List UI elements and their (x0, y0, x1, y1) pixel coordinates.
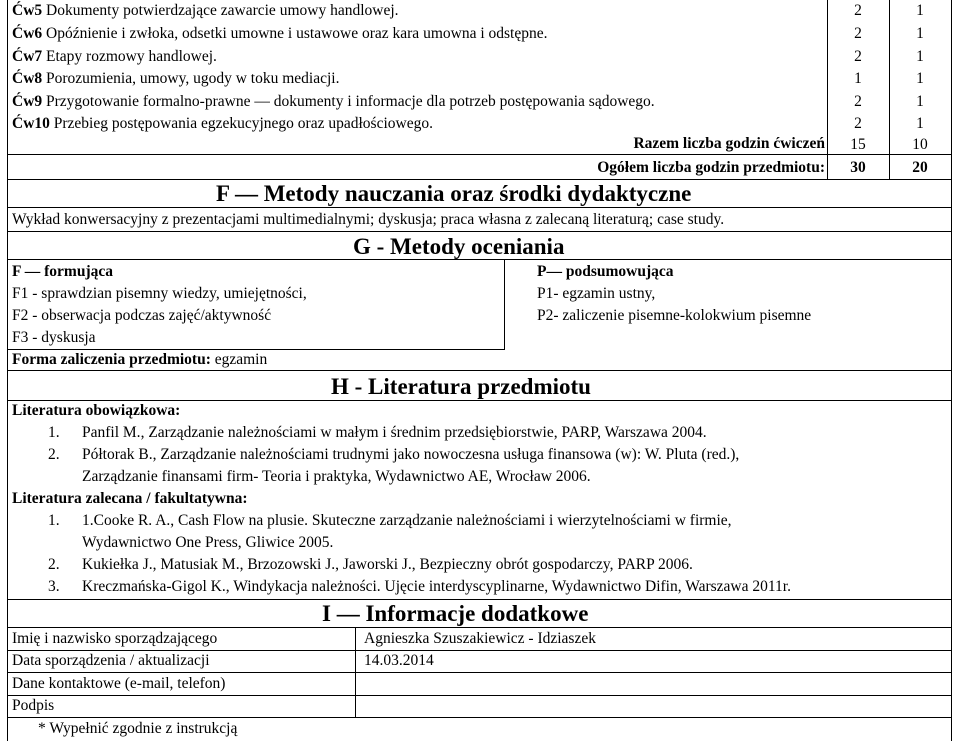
overall-total-label: Ogółem liczba godzin przedmiotu: (597, 159, 825, 176)
overall-total-full: 30 (850, 159, 866, 176)
formative-item: F2 - obserwacja podczas zajęć/aktywność (12, 307, 272, 324)
exercises-total-label: Razem liczba godzin ćwiczeń (633, 135, 825, 152)
literature-item-continuation: Wydawnictwo One Press, Gliwice 2005. (82, 534, 334, 551)
info-label: Dane kontaktowe (e-mail, telefon) (12, 675, 226, 692)
exercise-row: Ćw5 Dokumenty potwierdzające zawarcie umowy handlowej. (12, 2, 399, 19)
required-literature-heading: Literatura obowiązkowa: (12, 402, 181, 419)
overall-total-part: 20 (912, 159, 928, 176)
hours-part-cell: 1 (916, 48, 924, 65)
section-f-text: Wykład konwersacyjny z prezentacjami multimedialnymi; dyskusja; praca własna z zalecaną literaturą; case study. (12, 211, 725, 228)
section-i-title: I — Informacje dodatkowe (322, 601, 589, 626)
summative-heading: P— podsumowująca (537, 263, 674, 280)
hours-part-cell: 1 (916, 70, 924, 87)
g-formative-bottom (7, 349, 505, 350)
exercise-row: Ćw7 Etapy rozmowy handlowej. (12, 48, 217, 65)
list-number: 2. (48, 556, 60, 573)
hours-full-cell: 2 (854, 2, 862, 19)
hours-part-cell: 1 (916, 25, 924, 42)
hours-part-cell: 1 (916, 115, 924, 132)
info-value: 14.03.2014 (364, 652, 434, 669)
section-g-title: G - Metody oceniania (353, 234, 565, 259)
recommended-literature-heading: Literatura zalecana / fakultatywna: (12, 490, 248, 507)
hours-part-cell: 1 (916, 2, 924, 19)
formative-heading: F — formująca (12, 263, 114, 280)
exercise-row: Ćw6 Opóźnienie i zwłoka, odsetki umowne i ustawowe oraz kara umowna i odstępne. (12, 25, 548, 42)
row-divider-f-text (7, 207, 952, 208)
literature-item: 1.Cooke R. A., Cash Flow na plusie. Skuteczne zarządzanie należnościami i wierzytelnościami w firmie, (82, 512, 732, 529)
section-f-title: F — Metody nauczania oraz środki dydaktyczne (216, 181, 692, 206)
hours-part-cell: 1 (916, 93, 924, 110)
exercises-total-part: 10 (912, 136, 928, 153)
info-label: Data sporządzenia / aktualizacji (12, 652, 210, 669)
exercise-row: Ćw9 Przygotowanie formalno-prawne — dokumenty i informacje dla potrzeb postępowania sądowego. (12, 93, 655, 110)
row-divider-g-end (7, 370, 952, 371)
list-number: 2. (48, 446, 60, 463)
row-divider-i-1 (7, 650, 952, 651)
exercises-total-full: 15 (850, 136, 866, 153)
info-value: Agnieszka Szuszakiewicz - Idziaszek (364, 630, 596, 647)
info-label: Imię i nazwisko sporządzającego (12, 630, 218, 647)
info-label: Podpis (12, 697, 55, 714)
hours-full-cell: 2 (854, 48, 862, 65)
col-divider-2 (889, 0, 890, 180)
row-divider-exercises-total (7, 154, 952, 155)
row-divider-i-title (7, 627, 952, 628)
hours-full-cell: 2 (854, 93, 862, 110)
literature-item: Półtorak B., Zarządzanie należnościami trudnymi jako nowoczesna usługa finansowa (w): W. Pluta (red.), (82, 446, 740, 463)
row-divider-h-title (7, 400, 952, 401)
row-divider-f-end (7, 231, 952, 232)
row-divider-h-end (7, 599, 952, 600)
section-h-title: H - Literatura przedmiotu (331, 374, 591, 399)
row-divider-i-2 (7, 672, 952, 673)
list-number: 1. (48, 512, 60, 529)
hours-full-cell: 2 (854, 115, 862, 132)
literature-item: Kukiełka J., Matusiak M., Brzozowski J., Jaworski J., Bezpieczny obrót gospodarczy, PARP 2006. (82, 556, 693, 573)
literature-item-continuation: Zarządzanie finansami firm- Teoria i praktyka, Wydawnictwo AE, Wrocław 2006. (82, 468, 591, 485)
col-divider-1 (827, 0, 828, 180)
literature-item: Kreczmańska-Gigol K., Windykacja należności. Ujęcie interdyscyplinarne, Wydawnictwo Difin, Warszawa 2011r. (82, 578, 791, 595)
i-label-divider (355, 627, 356, 717)
list-number: 1. (48, 424, 60, 441)
footnote: * Wypełnić zgodnie z instrukcją (38, 720, 238, 737)
exercise-row: Ćw8 Porozumienia, umowy, ugody w toku mediacji. (12, 70, 340, 87)
hours-full-cell: 1 (854, 70, 862, 87)
row-divider-overall-total (7, 179, 952, 180)
summative-item: P1- egzamin ustny, (537, 285, 656, 302)
g-center-divider (504, 259, 505, 349)
hours-full-cell: 2 (854, 25, 862, 42)
row-divider-i-3 (7, 695, 952, 696)
literature-item: Panfil M., Zarządzanie należnościami w małym i średnim przedsiębiorstwie, PARP, Warszawa 2004. (82, 424, 707, 441)
formative-item: F3 - dyskusja (12, 329, 96, 346)
exercise-row: Ćw10 Przebieg postępowania egzekucyjnego oraz upadłościowego. (12, 115, 433, 132)
assessment-form: Forma zaliczenia przedmiotu: egzamin (12, 351, 268, 368)
summative-item: P2- zaliczenie pisemne-kolokwium pisemne (537, 307, 812, 324)
row-divider-i-4 (7, 717, 952, 718)
formative-item: F1 - sprawdzian pisemny wiedzy, umiejętności, (12, 285, 307, 302)
list-number: 3. (48, 578, 60, 595)
